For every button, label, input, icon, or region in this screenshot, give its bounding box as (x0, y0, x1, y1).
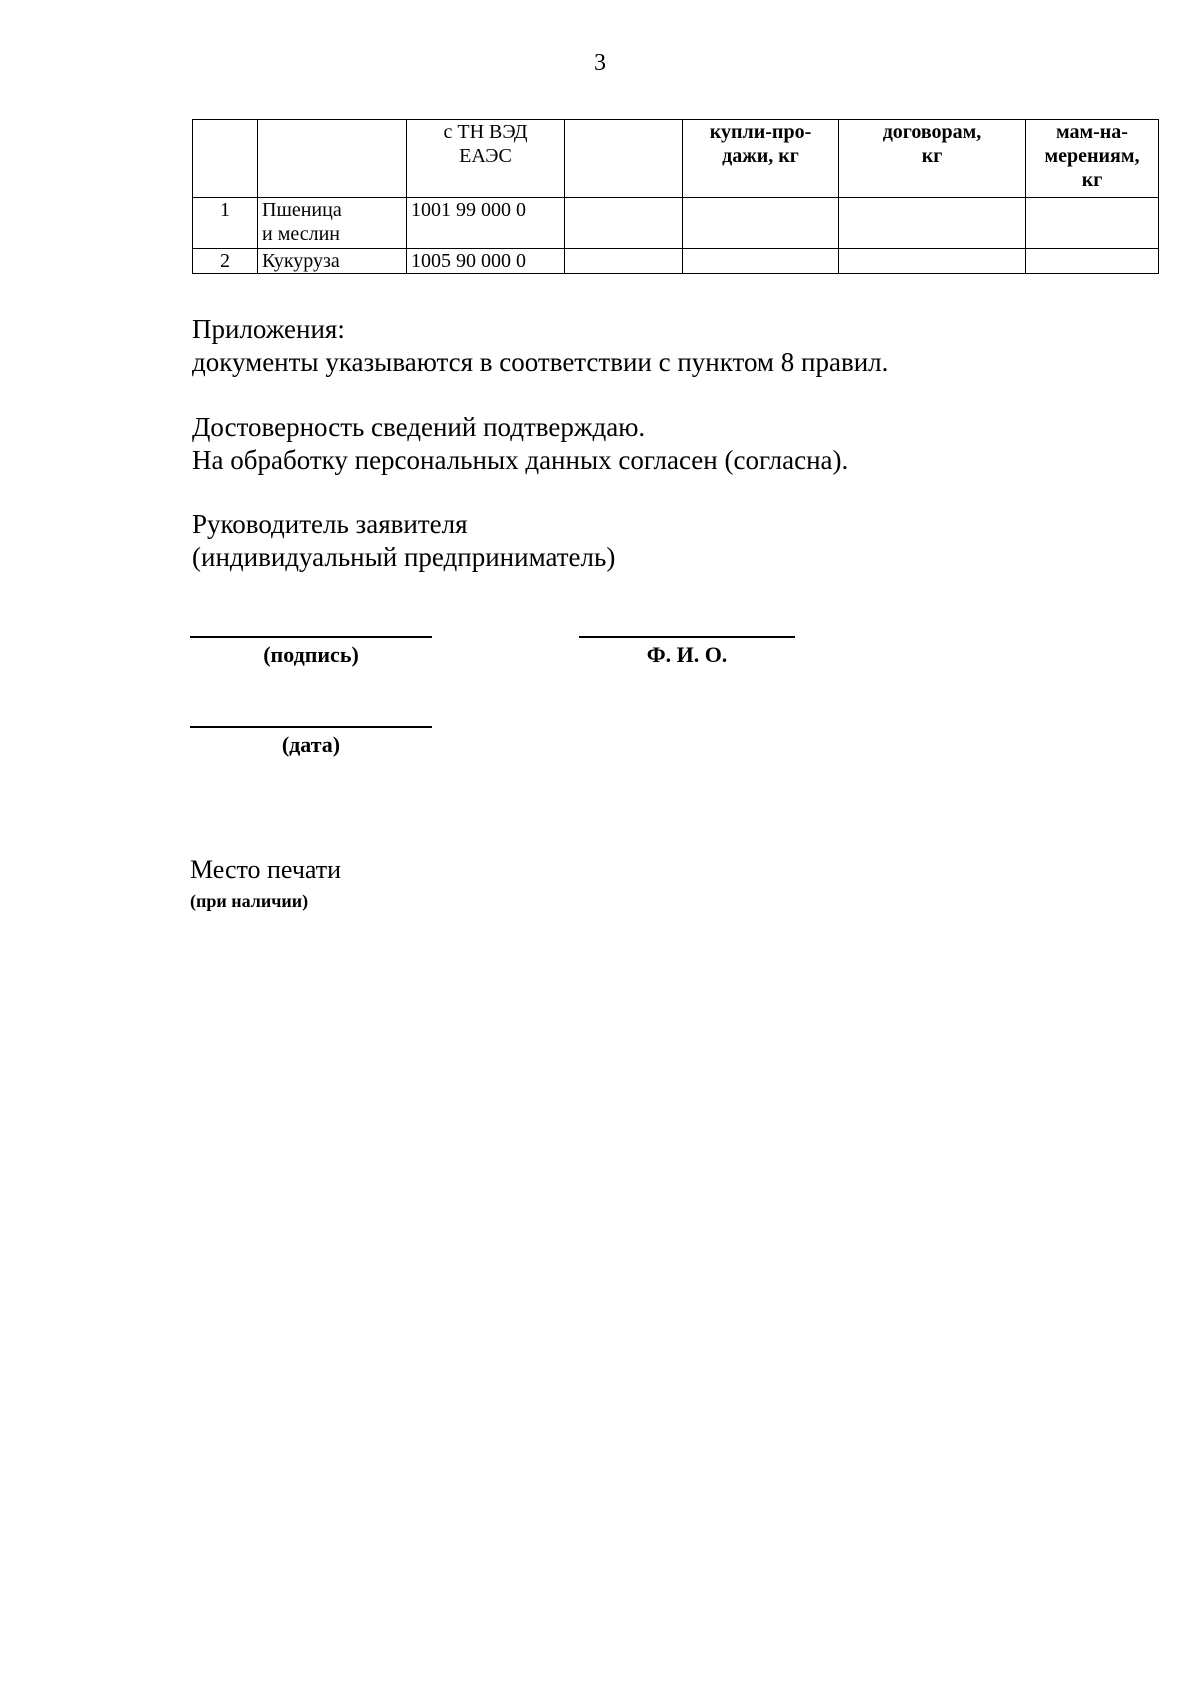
signer-section (192, 508, 615, 574)
row-number: 1 (193, 198, 258, 249)
table-header-row (193, 120, 1159, 198)
table-row (193, 249, 1159, 274)
row-cell-7 (1026, 198, 1159, 249)
header-cell-name (258, 120, 407, 198)
attachments-section (192, 313, 888, 379)
name-caption: Ф. И. О. (646, 642, 728, 667)
signer-title: Руководитель заявителя (192, 509, 468, 539)
name-line (579, 636, 795, 638)
attachments-title: Приложения: (192, 314, 345, 344)
confirmation-line-2: На обработку персональных данных согласен (согласна). (192, 445, 849, 475)
header-cell-contracts: договорам, кг (839, 120, 1026, 198)
header-cell-sales: купли-про- дажи, кг (683, 120, 839, 198)
stamp-note: (при наличии) (190, 891, 309, 911)
table-row (193, 198, 1159, 249)
row-cell-6 (839, 198, 1026, 249)
row-product-code: 1005 90 000 0 (407, 249, 565, 274)
header-cell-4 (565, 120, 683, 198)
row-cell-7 (1026, 249, 1159, 274)
row-cell-4 (565, 249, 683, 274)
row-product-name: Пшеница и меслин (258, 198, 407, 249)
confirmation-section (192, 411, 848, 477)
row-number: 2 (193, 249, 258, 274)
signer-subtitle: (индивидуальный предприниматель) (192, 542, 616, 572)
confirmation-line-1: Достоверность сведений подтверждаю. (192, 412, 646, 442)
attachments-text: документы указываются в соответствии с пунктом 8 правил. (192, 347, 889, 377)
date-caption: (дата) (281, 732, 341, 757)
row-product-code: 1001 99 000 0 (407, 198, 565, 249)
header-cell-number (193, 120, 258, 198)
row-cell-5 (683, 198, 839, 249)
header-cell-code: с ТН ВЭД ЕАЭС (407, 120, 565, 198)
date-line (190, 726, 432, 728)
row-cell-5 (683, 249, 839, 274)
stamp-label: Место печати (190, 855, 342, 884)
page-number: 3 (594, 50, 606, 76)
header-cell-intentions: мам-на- мерениям, кг (1026, 120, 1159, 198)
signature-caption: (подпись) (263, 642, 359, 667)
row-product-name: Кукуруза (258, 249, 407, 274)
row-cell-6 (839, 249, 1026, 274)
signature-line (190, 636, 432, 638)
row-cell-4 (565, 198, 683, 249)
grain-table (192, 119, 1159, 274)
